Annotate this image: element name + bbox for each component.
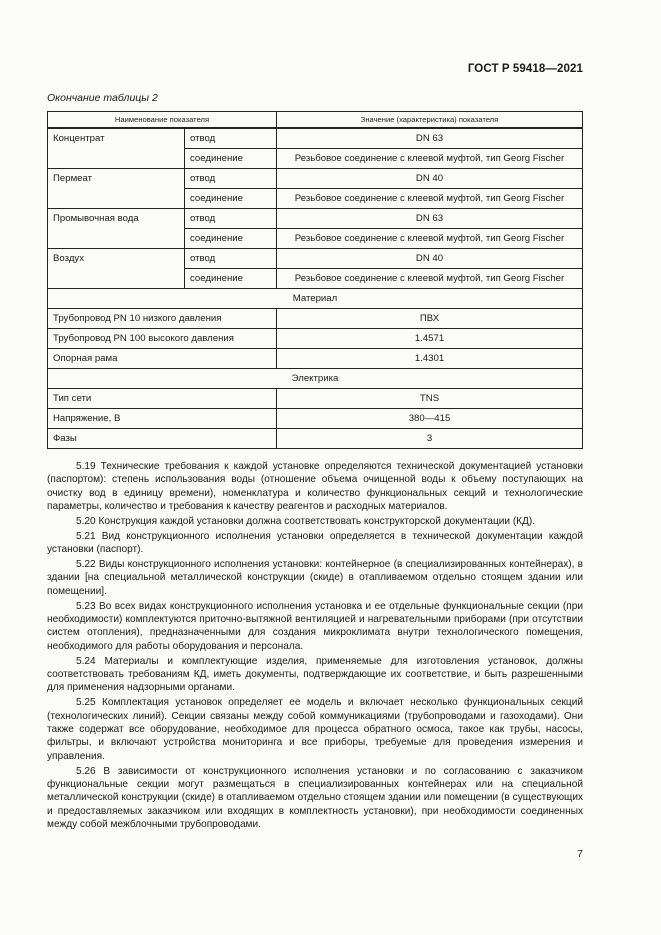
group-sub: соединение [185, 229, 277, 249]
section-material: Материал [48, 289, 583, 309]
group-value: DN 63 [277, 209, 583, 229]
group-sub: соединение [185, 269, 277, 289]
table-header-row [48, 112, 583, 129]
row-value: ПВХ [277, 309, 583, 329]
group-name: Концентрат [48, 128, 185, 169]
table-section-row [48, 369, 583, 389]
group-value: DN 40 [277, 169, 583, 189]
spec-table [47, 111, 583, 449]
page-number: 7 [577, 848, 583, 860]
group-sub: соединение [185, 189, 277, 209]
col-header-value: Значение (характеристика) показателя [277, 112, 583, 129]
group-sub: отвод [185, 249, 277, 269]
table-row [48, 209, 583, 229]
col-header-indicator: Наименование показателя [48, 112, 277, 129]
group-sub: отвод [185, 209, 277, 229]
group-sub: соединение [185, 149, 277, 169]
group-sub: отвод [185, 169, 277, 189]
paragraph-5-23: 5.23 Во всех видах конструкционного исполнения установка и ее отдельные функциональные секции (при необходимости) комплектуются приточно-вытяжной вентиляцией и нагревательными приборами (при отсутствии систем отопления), предназначенными для создания микроклимата внутри технологического помещения, необходимого для работы оборудования и персонала. [47, 600, 583, 652]
group-value: Резьбовое соединение с клеевой муфтой, тип Georg Fischer [277, 269, 583, 289]
table-row [48, 409, 583, 429]
table-row [48, 309, 583, 329]
group-value: Резьбовое соединение с клеевой муфтой, тип Georg Fischer [277, 189, 583, 209]
row-name: Напряжение, В [48, 409, 277, 429]
table-row [48, 329, 583, 349]
table-caption: Окончание таблицы 2 [47, 92, 158, 104]
table-row [48, 249, 583, 269]
row-value: 3 [277, 429, 583, 449]
table-row [48, 389, 583, 409]
row-name: Трубопровод PN 100 высокого давления [48, 329, 277, 349]
row-name: Тип сети [48, 389, 277, 409]
group-sub: отвод [185, 128, 277, 149]
row-name: Фазы [48, 429, 277, 449]
row-value: 1.4301 [277, 349, 583, 369]
table-row [48, 169, 583, 189]
paragraph-5-26: 5.26 В зависимости от конструкционного исполнения установки и по согласованию с заказчиком функциональные секции могут размещаться в специализированных контейнерах или на специальной металлической конструкции (скиде) в отапливаемом отдельно стоящем здании или помещении (в существующих и предоставляемых заказчиком или входящих в комплектность установки), при необходимости соединенных между собой межблочными трубопроводами. [47, 765, 583, 831]
row-name: Опорная рама [48, 349, 277, 369]
paragraph-5-20: 5.20 Конструкция каждой установки должна соответствовать конструкторской документации (КД). [76, 516, 536, 528]
paragraph-5-25: 5.25 Комплектация установок определяет ее модель и включает несколько функциональных секций (технологических линий). Секции связаны между собой коммуникациями (трубопроводами и газоходами). Они также содержат все оборудование, необходимое для процесса обратного осмоса, такое как трубы, насосы, фильтры, и включают устройства мониторинга и все приборы, требуемые для проведения измерения и управления. [47, 697, 583, 762]
group-name: Промывочная вода [48, 209, 185, 249]
paragraph-5-21: 5.21 Вид конструкционного исполнения установки определяется в технической документации каждой установки (паспорт). [47, 530, 583, 556]
table-row [48, 128, 583, 149]
group-value: DN 40 [277, 249, 583, 269]
body-text [47, 460, 583, 833]
row-value: 1.4571 [277, 329, 583, 349]
table-section-row [48, 289, 583, 309]
group-value: Резьбовое соединение с клеевой муфтой, тип Georg Fischer [277, 149, 583, 169]
row-name: Трубопровод PN 10 низкого давления [48, 309, 277, 329]
table-row [48, 349, 583, 369]
paragraph-5-22: 5.22 Виды конструкционного исполнения установки: контейнерное (в специализированных контейнерах), в здании [на специальной металлической конструкции (скиде) в отапливаемом отдельно стоящем здании или помещении]. [47, 559, 583, 597]
group-name: Пермеат [48, 169, 185, 209]
row-value: TNS [277, 389, 583, 409]
standard-designation: ГОСТ Р 59418—2021 [467, 63, 583, 75]
group-name: Воздух [48, 249, 185, 289]
row-value: 380—415 [277, 409, 583, 429]
paragraph-5-19: 5.19 Технические требования к каждой установке определяются технической документацией установки (паспортом): степень использования воды (отношение объема очищенной воды к объему поступающих на очистку вод в единицу времени), номенклатура и количество функциональных секций и технологические параметры, количество и требования к качеству реагентов и расходных материалов. [47, 461, 583, 513]
table-row [48, 429, 583, 449]
group-value: Резьбовое соединение с клеевой муфтой, тип Georg Fischer [277, 229, 583, 249]
section-electric: Электрика [48, 369, 583, 389]
paragraph-5-24: 5.24 Материалы и комплектующие изделия, применяемые для изготовления установок, должны соответствовать требованиям КД, иметь документы, подтверждающие их соответствие, и быть разрешенными для применения надзорными органами. [47, 655, 583, 694]
group-value: DN 63 [277, 128, 583, 149]
